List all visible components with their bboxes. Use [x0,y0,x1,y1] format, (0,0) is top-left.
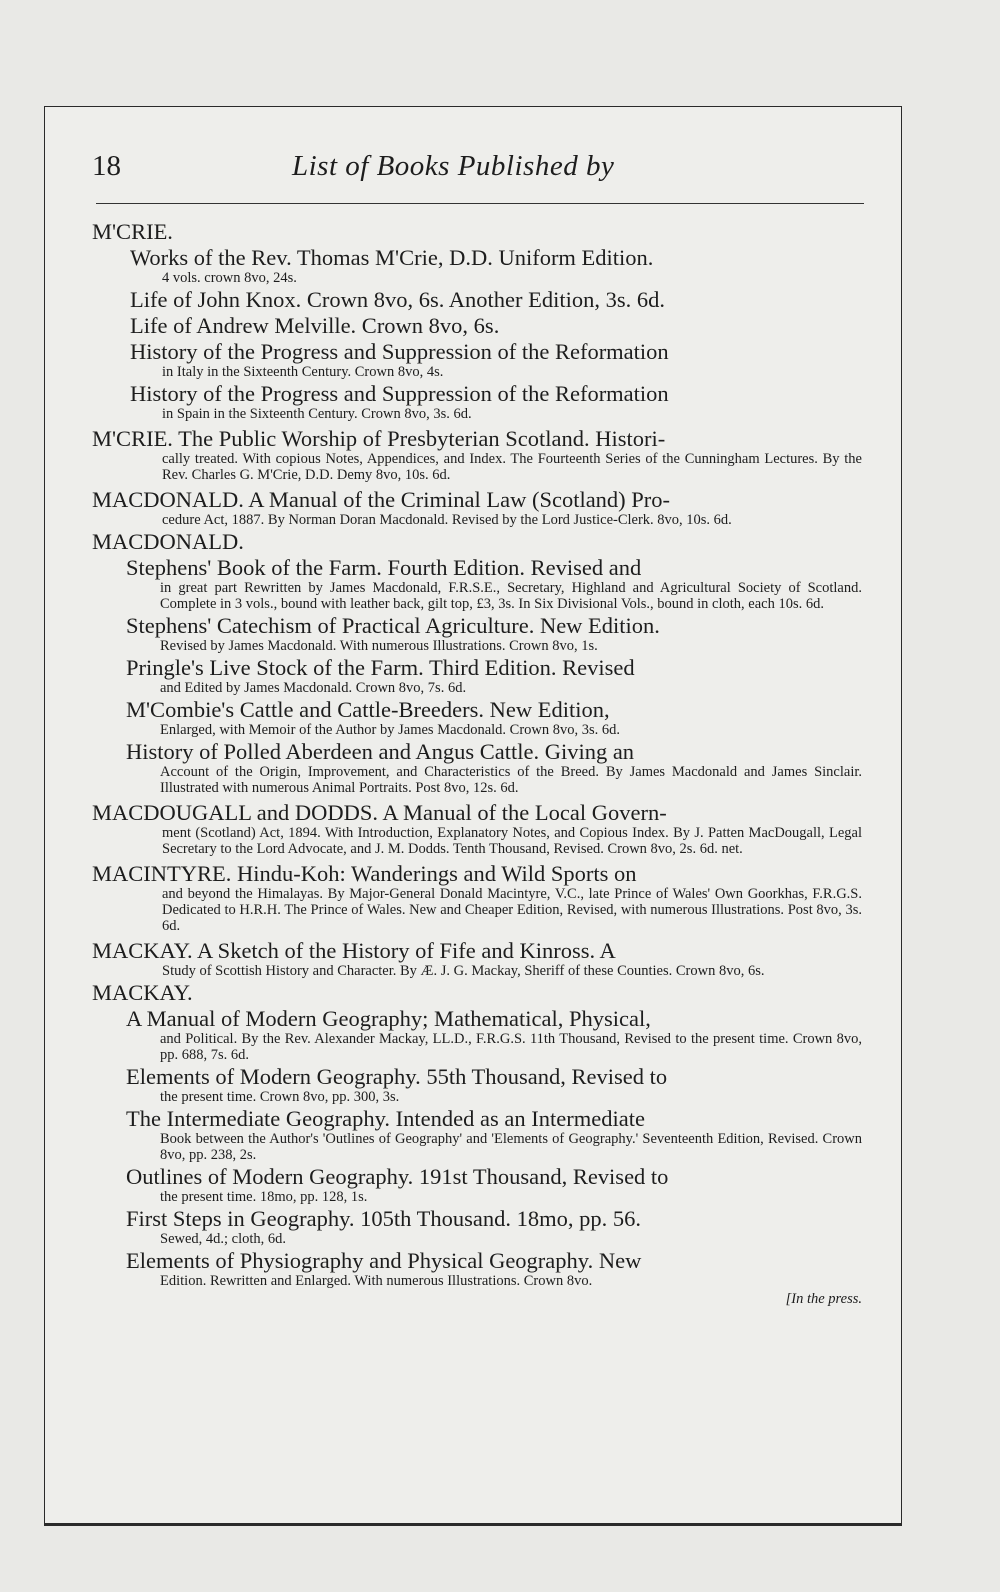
book-title: Pringle's Live Stock of the Farm. Third Edition. Revised [126,655,635,680]
list-item [126,740,862,796]
book-title: Works of the Rev. Thomas M'Crie, D.D. Uniform Edition. [130,245,654,270]
header-rule [96,203,864,204]
book-detail: and beyond the Himalayas. By Major-General Donald Macintyre, V.C., late Prince of Wales' Own Goorkhas, F.R.G.S. Dedicated to H.R.H. The Prince of Wales. New and Cheaper Edition, Revised, with numerous Illustrations. Post 8vo, 3s. 6d. [162,886,862,934]
book-list [92,220,862,1309]
book-detail: and Edited by James Macdonald. Crown 8vo, 7s. 6d. [160,680,467,696]
list-item [130,382,862,422]
list-item [126,1165,862,1205]
running-title: List of Books Published by [292,150,615,182]
list-item [92,488,862,528]
book-title: M'Combie's Cattle and Cattle-Breeders. New Edition, [126,697,610,722]
book-title: History of the Progress and Suppression of the Reformation [130,381,669,406]
book-detail: and Political. By the Rev. Alexander Mackay, LL.D., F.R.G.S. 11th Thousand, Revised to the present time. Crown 8vo, pp. 688, 7s. 6d. [160,1031,862,1063]
list-item [126,614,862,654]
book-title: History of Polled Aberdeen and Angus Cattle. Giving an [126,739,635,764]
list-item [130,314,862,338]
list-item [126,698,862,738]
list-item [92,427,862,483]
author-heading: MACDONALD. [92,529,244,554]
list-item [126,1207,862,1247]
book-detail: 4 vols. crown 8vo, 24s. [162,270,297,286]
book-detail: Sewed, 4d.; cloth, 6d. [160,1231,287,1247]
book-detail: ment (Scotland) Act, 1894. With Introduction, Explanatory Notes, and Copious Index. By J. Patten MacDougall, Legal Secretary to the Lord Advocate, and J. M. Dodds. Tenth Thousand, Revised. Crown 8vo, 2s. 6d. net. [162,825,862,857]
page-number: 18 [92,150,121,182]
list-item [92,981,862,1005]
list-item [92,862,862,934]
list-item [92,530,862,554]
book-detail: Edition. Rewritten and Enlarged. With numerous Illustrations. Crown 8vo. [160,1273,593,1289]
book-title: Elements of Physiography and Physical Geography. New [126,1248,642,1273]
book-title: The Intermediate Geography. Intended as an Intermediate [126,1106,645,1131]
book-detail: Enlarged, with Memoir of the Author by James Macdonald. Crown 8vo, 3s. 6d. [160,722,621,738]
list-item [130,340,862,380]
book-title: Life of Andrew Melville. Crown 8vo, 6s. [130,313,500,338]
list-item [126,1007,862,1063]
entry-lead: MACDONALD. A Manual of the Criminal Law (Scotland) Pro- [92,487,671,512]
book-title: First Steps in Geography. 105th Thousand. 18mo, pp. 56. [126,1206,641,1231]
list-item [92,939,862,979]
book-title: History of the Progress and Suppression of the Reformation [130,339,669,364]
entry-lead: MACDOUGALL and DODDS. A Manual of the Local Govern- [92,800,667,825]
book-detail: in great part Rewritten by James Macdonald, F.R.S.E., Secretary, Highland and Agricultural Society of Scotland. Complete in 3 vols., bound with leather back, gilt top, £3, 3s. In Six Divisional Vols., bound in cloth, each 10s. 6d. [160,580,862,612]
book-detail: the present time. Crown 8vo, pp. 300, 3s. [160,1089,400,1105]
list-item [92,220,862,244]
book-detail: cedure Act, 1887. By Norman Doran Macdonald. Revised by the Lord Justice-Clerk. 8vo, 10s. 6d. [162,512,732,528]
book-detail: Book between the Author's 'Outlines of Geography' and 'Elements of Geography.' Seventeenth Edition, Revised. Crown 8vo, pp. 238, 2s. [160,1131,862,1163]
book-detail: Revised by James Macdonald. With numerous Illustrations. Crown 8vo, 1s. [160,638,598,654]
entry-lead: MACINTYRE. Hindu-Koh: Wanderings and Wild Sports on [92,861,637,886]
book-title: Life of John Knox. Crown 8vo, 6s. Another Edition, 3s. 6d. [130,287,665,312]
book-detail: Study of Scottish History and Character. By Æ. J. G. Mackay, Sheriff of these Counties. Crown 8vo, 6s. [162,963,765,979]
book-detail: in Italy in the Sixteenth Century. Crown 8vo, 4s. [162,364,444,380]
list-item [126,1249,862,1307]
entry-lead: M'CRIE. The Public Worship of Presbyterian Scotland. Histori- [92,426,666,451]
list-item [126,656,862,696]
in-press-note: [In the press. [785,1291,862,1307]
author-heading: MACKAY. [92,980,193,1005]
author-heading: M'CRIE. [92,219,173,244]
book-detail: Account of the Origin, Improvement, and Characteristics of the Breed. By James Macdonald and James Sinclair. Illustrated with numerous Animal Portraits. Post 8vo, 12s. 6d. [160,764,862,796]
list-item [130,246,862,286]
page-header [92,150,862,190]
book-title: Stephens' Book of the Farm. Fourth Edition. Revised and [126,555,642,580]
book-detail: cally treated. With copious Notes, Appendices, and Index. The Fourteenth Series of the Cunningham Lectures. By the Rev. Charles G. M'Crie, D.D. Demy 8vo, 10s. 6d. [162,451,862,483]
book-title: Elements of Modern Geography. 55th Thousand, Revised to [126,1064,668,1089]
list-item [126,1107,862,1163]
book-detail: in Spain in the Sixteenth Century. Crown 8vo, 3s. 6d. [162,406,472,422]
list-item [92,801,862,857]
list-item [126,1065,862,1105]
entry-lead: MACKAY. A Sketch of the History of Fife and Kinross. A [92,938,616,963]
book-title: Outlines of Modern Geography. 191st Thousand, Revised to [126,1164,669,1189]
list-item [130,288,862,312]
book-title: Stephens' Catechism of Practical Agriculture. New Edition. [126,613,660,638]
book-detail: the present time. 18mo, pp. 128, 1s. [160,1189,368,1205]
book-title: A Manual of Modern Geography; Mathematical, Physical, [126,1006,651,1031]
list-item [126,556,862,612]
